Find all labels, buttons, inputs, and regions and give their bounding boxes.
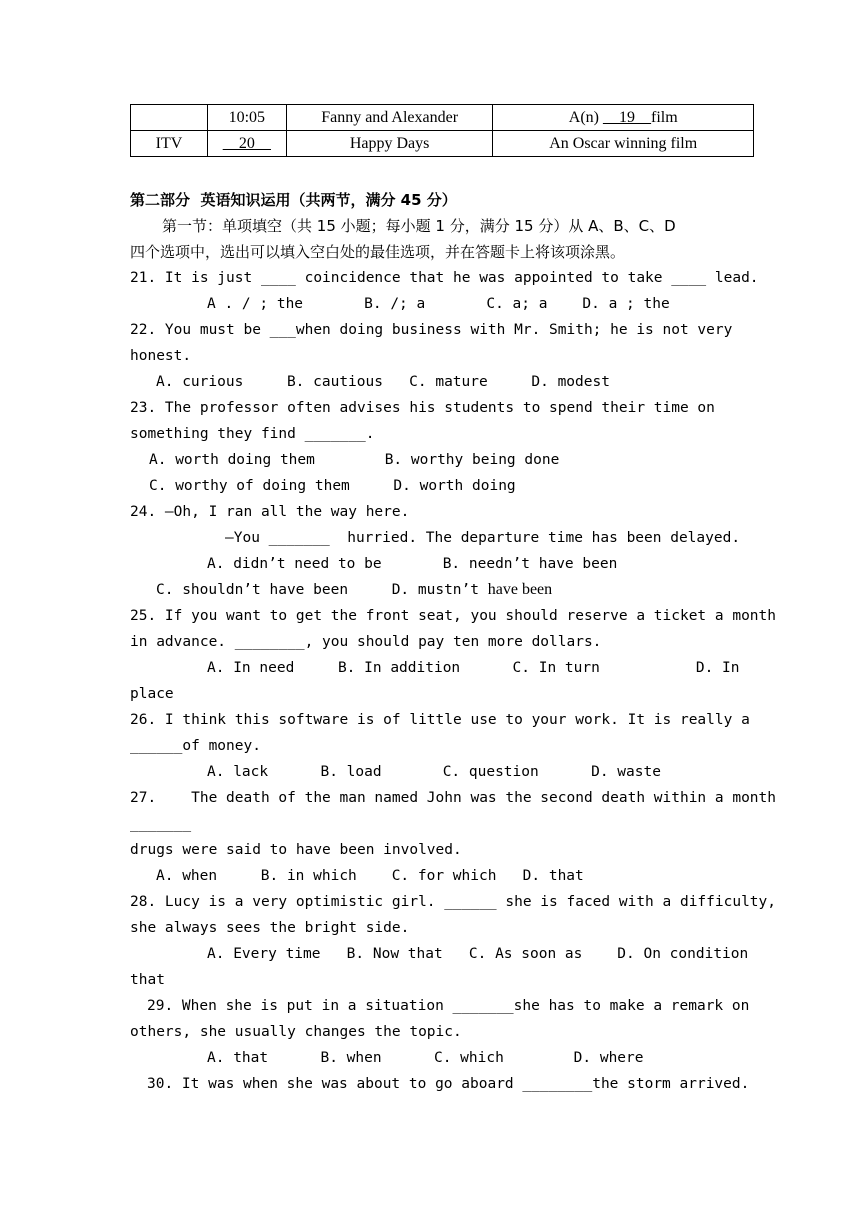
question-23-cont: something they find _______. xyxy=(130,426,375,442)
table-cell-channel xyxy=(131,105,208,131)
question-26: 26. I think this software is of little use to your work. It is really a xyxy=(130,712,750,728)
options-25-cont: place xyxy=(130,686,174,702)
question-30: 30. It was when she was about to go aboard ________the storm arrived. xyxy=(147,1076,750,1092)
instruction-line: 四个选项中，选出可以填入空白处的最佳选项，并在答题卡上将该项涂黑。 xyxy=(130,243,626,261)
table-cell-channel: ITV xyxy=(131,131,208,157)
options-25: A. In need B. In addition C. In turn D. In xyxy=(207,660,740,676)
options-29: A. that B. when C. which D. where xyxy=(207,1050,644,1066)
options-24-row2: C. shouldn’t have been D. mustn’t have been xyxy=(156,581,553,598)
options-26: A. lack B. load C. question D. waste xyxy=(207,764,661,780)
question-28-cont: she always sees the bright side. xyxy=(130,920,410,936)
table-cell-description: An Oscar winning film xyxy=(493,131,754,157)
question-25-cont: in advance. ________, you should pay ten more dollars. xyxy=(130,634,602,650)
options-22: A. curious B. cautious C. mature D. modest xyxy=(156,374,610,390)
options-24-row1: A. didn’t need to be B. needn’t have been xyxy=(207,556,618,572)
blank-20: __20__ xyxy=(207,131,286,157)
options-23-row1: A. worth doing them B. worthy being done xyxy=(149,452,560,468)
question-29-cont: others, she usually changes the topic. xyxy=(130,1024,462,1040)
table-row xyxy=(131,105,754,131)
options-28: A. Every time B. Now that C. As soon as D. On condition xyxy=(207,946,749,962)
section-heading: 第二部分 英语知识运用（共两节，满分 45 分） xyxy=(130,191,457,209)
question-29: 29. When she is put in a situation _______she has to make a remark on xyxy=(147,998,750,1014)
instruction-line: 第一节：单项填空（共 15 小题；每小题 1 分，满分 15 分）从 A、B、C、D xyxy=(162,217,676,235)
options-27: A. when B. in which C. for which D. that xyxy=(156,868,584,884)
question-27: 27. The death of the man named John was the second death within a month xyxy=(130,790,777,806)
question-25: 25. If you want to get the front seat, you should reserve a ticket a month xyxy=(130,608,777,624)
table-cell-description: A(n) __19__film xyxy=(493,105,754,131)
table-cell-time: 10:05 xyxy=(207,105,286,131)
blank-19: __19__ xyxy=(602,108,651,126)
tv-schedule-table xyxy=(130,104,754,157)
question-24: 24. —Oh, I ran all the way here. xyxy=(130,504,410,520)
options-23-row2: C. worthy of doing them D. worth doing xyxy=(149,478,516,494)
question-24-reply: —You _______ hurried. The departure time has been delayed. xyxy=(225,530,741,546)
question-23: 23. The professor often advises his students to spend their time on xyxy=(130,400,715,416)
question-22-cont: honest. xyxy=(130,348,192,364)
options-21: A . / ; the B. /; a C. a; a D. a ; the xyxy=(207,296,670,312)
question-27-cont: drugs were said to have been involved. xyxy=(130,842,462,858)
table-cell-program: Fanny and Alexander xyxy=(286,105,493,131)
table-cell-program: Happy Days xyxy=(286,131,493,157)
question-21: 21. It is just ____ coincidence that he was appointed to take ____ lead. xyxy=(130,270,759,286)
question-26-cont: ______of money. xyxy=(130,738,261,754)
question-28: 28. Lucy is a very optimistic girl. ______ she is faced with a difficulty, xyxy=(130,894,777,910)
question-27-blank: _______ xyxy=(130,816,192,832)
options-28-cont: that xyxy=(130,972,165,988)
table-row xyxy=(131,131,754,157)
question-22: 22. You must be ___when doing business with Mr. Smith; he is not very xyxy=(130,322,733,338)
